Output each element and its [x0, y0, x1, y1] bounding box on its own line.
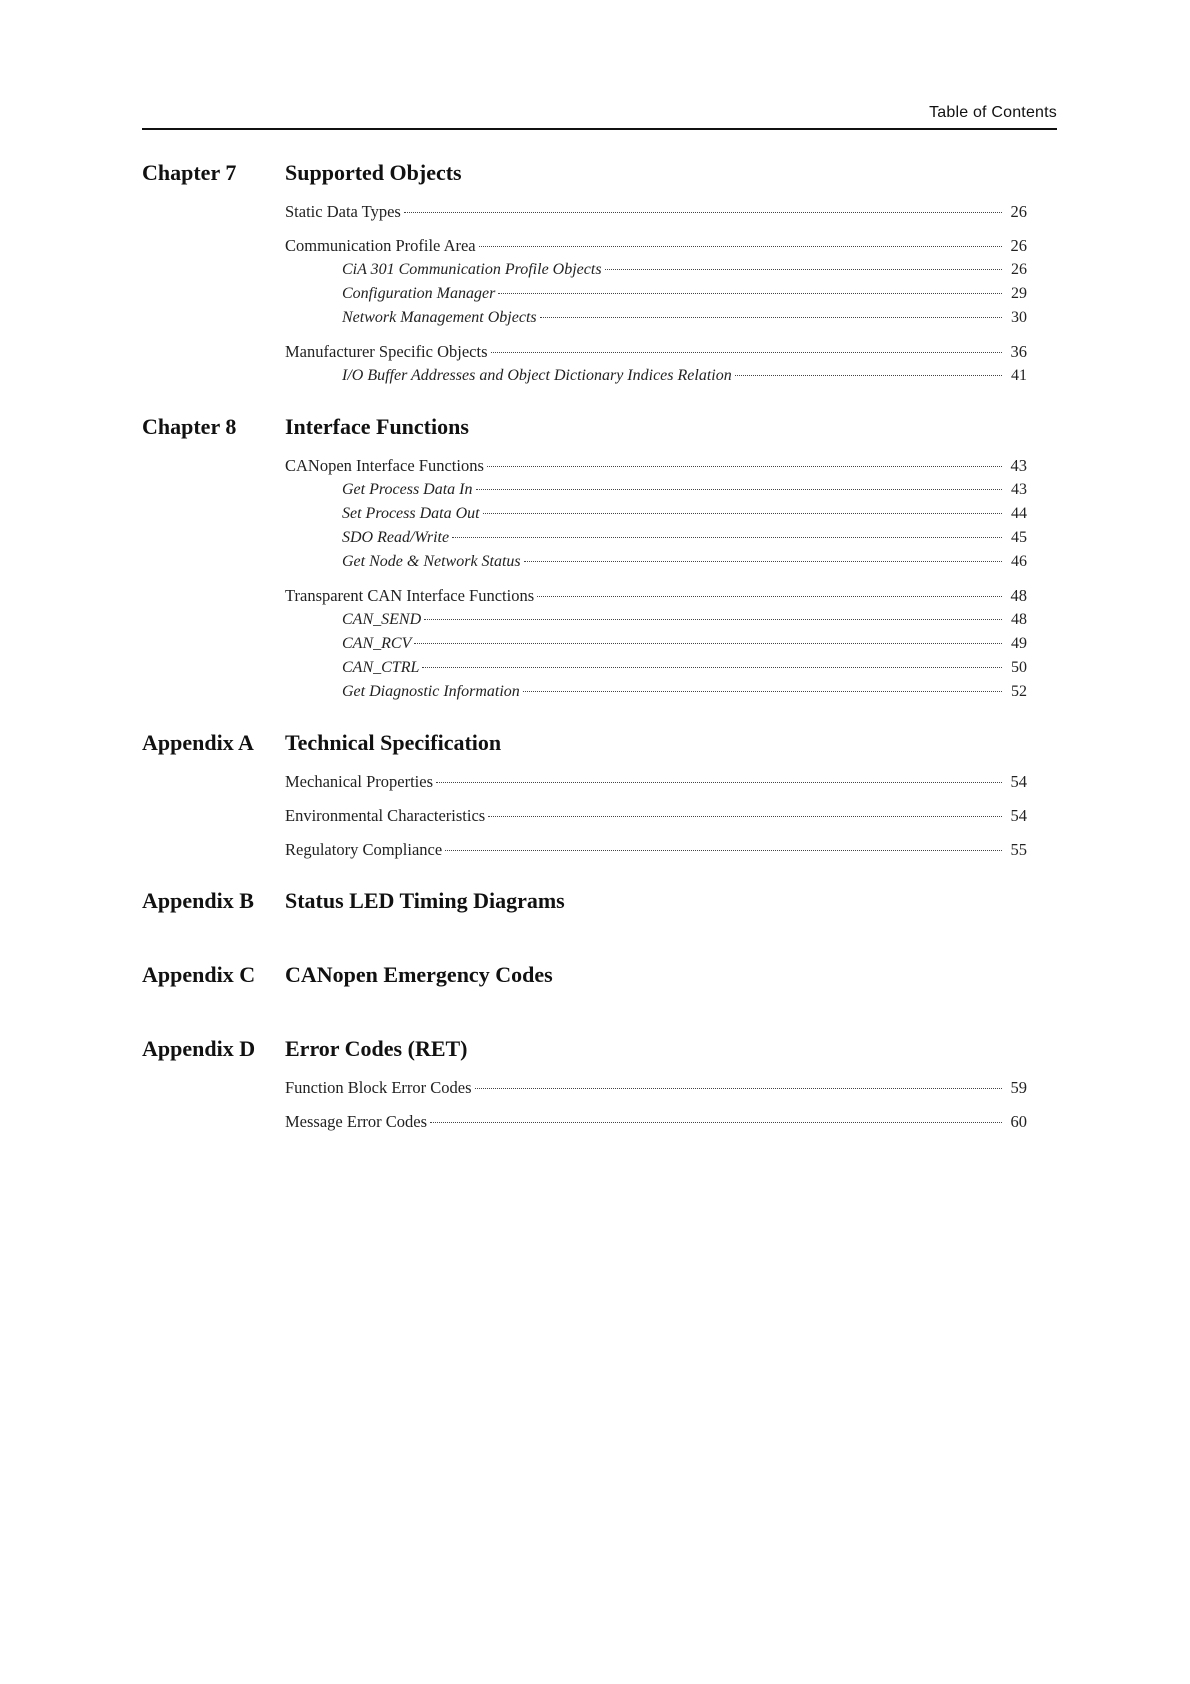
page-number: 48 [1011, 611, 1027, 628]
toc-subentry[interactable] [285, 282, 1027, 306]
section-number: Chapter 7 [142, 160, 237, 185]
dot-leader [491, 352, 1003, 353]
dot-leader [414, 643, 1002, 644]
toc-entries [285, 454, 1027, 704]
page-number: 43 [1011, 481, 1027, 498]
entry-label: CANopen Interface Functions [285, 456, 484, 475]
section-title: Status LED Timing Diagrams [285, 888, 565, 913]
section-heading[interactable] [142, 414, 1027, 454]
toc-section [142, 730, 1027, 862]
toc-entry-group [285, 1110, 1027, 1134]
running-header [142, 100, 1057, 130]
toc-entry[interactable] [285, 584, 1027, 608]
entry-label: Get Diagnostic Information [342, 683, 520, 700]
page-number: 50 [1011, 659, 1027, 676]
page-number: 26 [1011, 261, 1027, 278]
toc-subentry[interactable] [285, 680, 1027, 704]
dot-leader [452, 537, 1002, 538]
dot-leader [445, 850, 1002, 851]
entry-label: CAN_SEND [342, 611, 422, 628]
toc-subentry[interactable] [285, 502, 1027, 526]
entry-label: Function Block Error Codes [285, 1078, 472, 1097]
toc-subentry[interactable] [285, 258, 1027, 282]
toc-entry[interactable] [285, 1110, 1027, 1134]
toc-entry-group [285, 234, 1027, 330]
toc-entries [285, 770, 1027, 862]
entry-label: CiA 301 Communication Profile Objects [342, 261, 602, 278]
dot-leader [424, 619, 1002, 620]
toc-subentry[interactable] [285, 306, 1027, 330]
entry-label: Environmental Characteristics [285, 806, 486, 825]
dot-leader [430, 1122, 1002, 1123]
section-heading[interactable] [142, 1036, 1027, 1076]
toc-subentry[interactable] [285, 608, 1027, 632]
toc-entry[interactable] [285, 200, 1027, 224]
toc-subentry[interactable] [285, 478, 1027, 502]
toc-subentry[interactable] [285, 632, 1027, 656]
toc-entries [285, 200, 1027, 388]
entry-label: Mechanical Properties [285, 772, 433, 791]
page-number: 26 [1010, 236, 1027, 255]
page-number: 41 [1011, 367, 1027, 384]
page-number: 48 [1010, 586, 1027, 605]
entry-label: Configuration Manager [342, 285, 496, 302]
toc-section [142, 414, 1027, 704]
toc-entry[interactable] [285, 838, 1027, 862]
entry-label: Transparent CAN Interface Functions [285, 586, 535, 605]
running-header-title: Table of Contents [929, 104, 1057, 121]
dot-leader [476, 489, 1003, 490]
section-title: Supported Objects [285, 160, 462, 185]
toc-entry-group [285, 200, 1027, 224]
table-of-contents [142, 160, 1027, 1160]
section-number: Appendix D [142, 1036, 256, 1061]
dot-leader [537, 596, 1002, 597]
page-number: 44 [1011, 505, 1027, 522]
toc-subentry[interactable] [285, 656, 1027, 680]
section-heading[interactable] [142, 160, 1027, 200]
dot-leader [524, 561, 1002, 562]
page-number: 52 [1011, 683, 1027, 700]
toc-section [142, 1036, 1027, 1134]
entry-label: Manufacturer Specific Objects [285, 342, 488, 361]
page-number: 45 [1011, 529, 1027, 546]
section-title: Error Codes (RET) [285, 1036, 468, 1061]
section-title: CANopen Emergency Codes [285, 962, 553, 987]
entry-label: Network Management Objects [342, 309, 537, 326]
entry-label: I/O Buffer Addresses and Object Dictionary Indices Relation [342, 367, 732, 384]
page-number: 59 [1010, 1078, 1027, 1097]
section-number: Appendix B [142, 888, 254, 913]
toc-section [142, 888, 1027, 928]
entry-label: Static Data Types [285, 202, 401, 221]
toc-entry-group [285, 340, 1027, 388]
section-number: Appendix C [142, 962, 256, 987]
entry-label: Get Process Data In [342, 481, 473, 498]
toc-entry[interactable] [285, 770, 1027, 794]
toc-section [142, 962, 1027, 1002]
dot-leader [605, 269, 1002, 270]
dot-leader [436, 782, 1002, 783]
dot-leader [422, 667, 1002, 668]
section-number: Chapter 8 [142, 414, 237, 439]
page-number: 49 [1011, 635, 1027, 652]
toc-entry[interactable] [285, 804, 1027, 828]
entry-label: Get Node & Network Status [342, 553, 521, 570]
page-number: 29 [1011, 285, 1027, 302]
dot-leader [540, 317, 1002, 318]
toc-entry-group [285, 838, 1027, 862]
page-number: 43 [1010, 456, 1027, 475]
page-number: 30 [1011, 309, 1027, 326]
entry-label: CAN_RCV [342, 635, 412, 652]
toc-entries [285, 1076, 1027, 1134]
section-heading[interactable] [142, 730, 1027, 770]
toc-entry[interactable] [285, 340, 1027, 364]
section-number: Appendix A [142, 730, 254, 755]
dot-leader [404, 212, 1002, 213]
toc-entry[interactable] [285, 454, 1027, 478]
dot-leader [523, 691, 1002, 692]
page-number: 26 [1010, 202, 1027, 221]
dot-leader [735, 375, 1002, 376]
entry-label: SDO Read/Write [342, 529, 450, 546]
entry-label: CAN_CTRL [342, 659, 420, 676]
entry-label: Set Process Data Out [342, 505, 480, 522]
entry-label: Message Error Codes [285, 1112, 428, 1131]
toc-entry-group [285, 770, 1027, 794]
dot-leader [487, 466, 1002, 467]
dot-leader [488, 816, 1002, 817]
dot-leader [475, 1088, 1002, 1089]
toc-subentry[interactable] [285, 364, 1027, 388]
page-number: 60 [1010, 1112, 1027, 1131]
toc-section [142, 160, 1027, 388]
page-number: 46 [1011, 553, 1027, 570]
dot-leader [483, 513, 1002, 514]
toc-entry[interactable] [285, 234, 1027, 258]
page-number: 36 [1010, 342, 1027, 361]
toc-entry-group [285, 1076, 1027, 1100]
entry-label: Regulatory Compliance [285, 840, 443, 859]
toc-subentry[interactable] [285, 550, 1027, 574]
section-title: Interface Functions [285, 414, 469, 439]
toc-entry-group [285, 584, 1027, 704]
dot-leader [479, 246, 1002, 247]
section-heading[interactable] [142, 888, 1027, 928]
toc-entry-group [285, 804, 1027, 828]
entry-label: Communication Profile Area [285, 236, 476, 255]
toc-entry[interactable] [285, 1076, 1027, 1100]
page-number: 55 [1010, 840, 1027, 859]
section-title: Technical Specification [285, 730, 502, 755]
page-number: 54 [1010, 772, 1027, 791]
toc-entry-group [285, 454, 1027, 574]
toc-subentry[interactable] [285, 526, 1027, 550]
page-number: 54 [1010, 806, 1027, 825]
section-heading[interactable] [142, 962, 1027, 1002]
dot-leader [498, 293, 1002, 294]
